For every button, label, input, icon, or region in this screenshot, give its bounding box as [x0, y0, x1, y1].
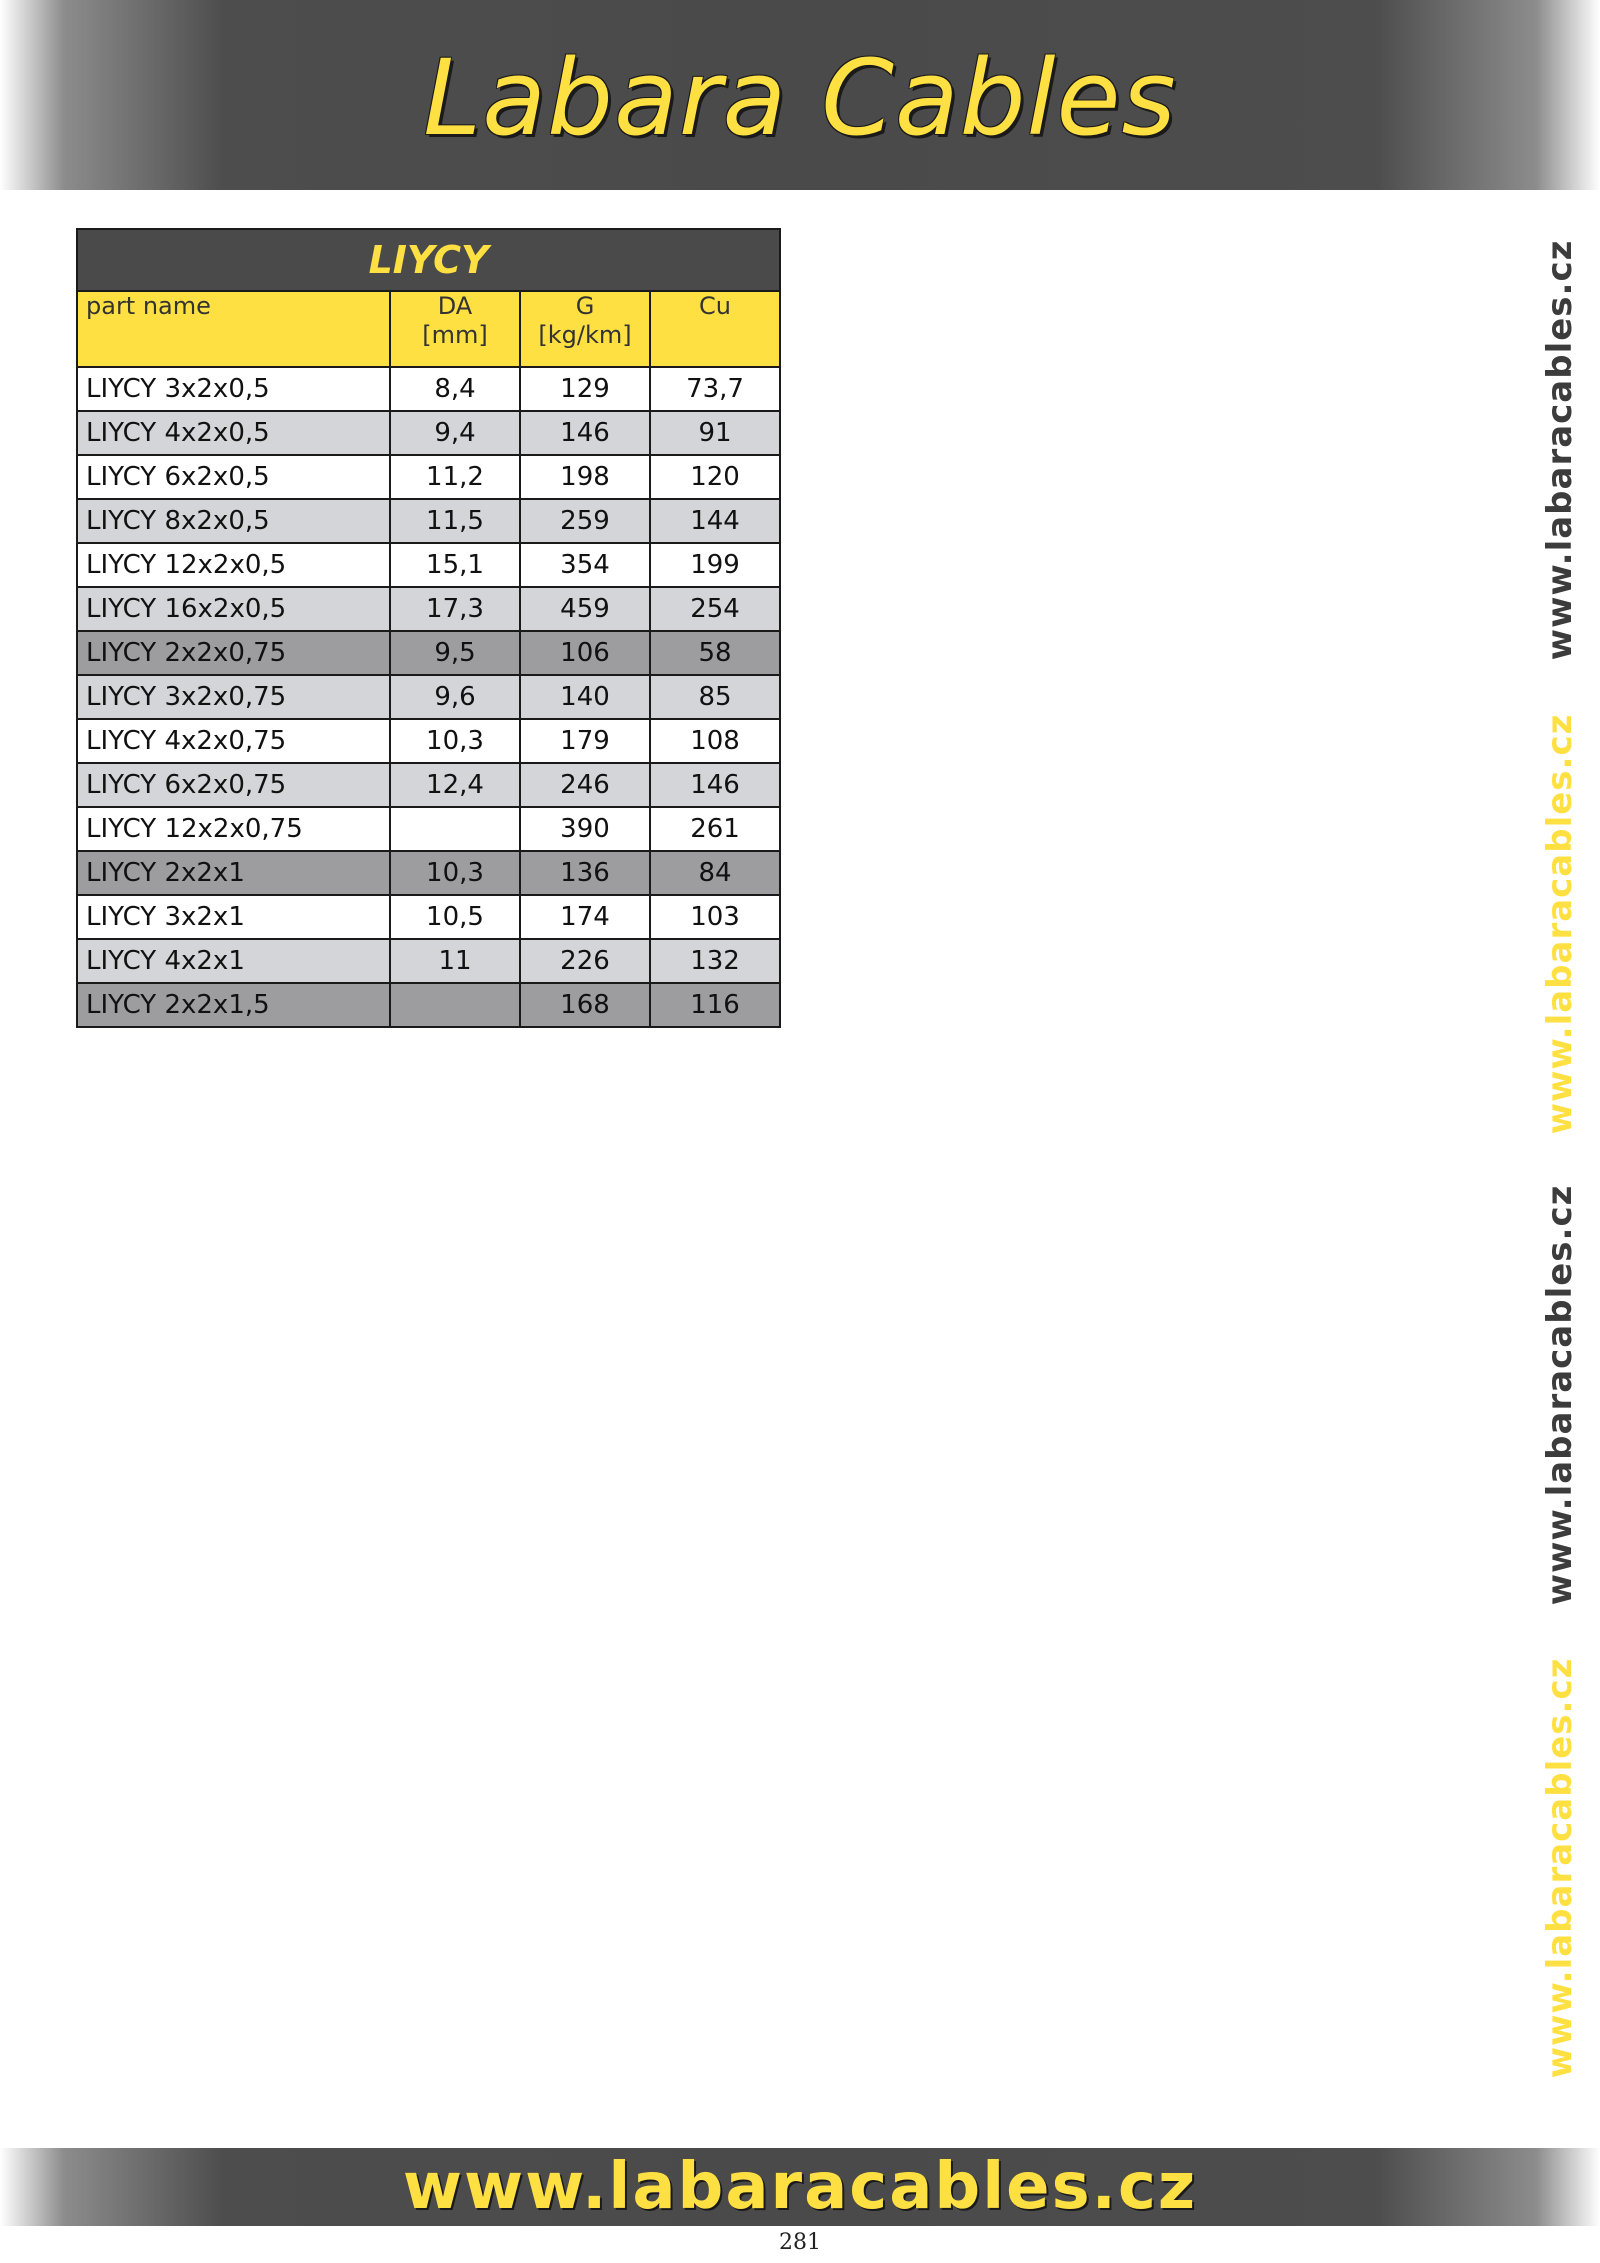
- cell-da: 8,4: [390, 367, 520, 411]
- cell-da: 9,6: [390, 675, 520, 719]
- table-header-row: [77, 291, 780, 367]
- cell-da: 17,3: [390, 587, 520, 631]
- cell-part-name: LIYCY 6x2x0,5: [77, 455, 390, 499]
- cell-cu: 261: [650, 807, 780, 851]
- cell-part-name: LIYCY 2x2x1: [77, 851, 390, 895]
- table-row: [77, 983, 780, 1027]
- table-body: [77, 367, 780, 1027]
- side-url-text: www.labaracables.cz: [1540, 713, 1580, 1135]
- cell-cu: 85: [650, 675, 780, 719]
- header-da-unit: [mm]: [422, 321, 488, 349]
- header-g: [520, 291, 650, 367]
- header-da-label: DA: [437, 292, 473, 320]
- cell-cu: 84: [650, 851, 780, 895]
- table-row: [77, 499, 780, 543]
- header-g-label: G: [575, 292, 595, 320]
- cell-g: 106: [520, 631, 650, 675]
- cell-cu: 120: [650, 455, 780, 499]
- table-row: [77, 411, 780, 455]
- cell-g: 246: [520, 763, 650, 807]
- cell-g: 136: [520, 851, 650, 895]
- cell-g: 354: [520, 543, 650, 587]
- cell-da: 9,5: [390, 631, 520, 675]
- cell-cu: 103: [650, 895, 780, 939]
- cell-cu: 132: [650, 939, 780, 983]
- cell-g: 146: [520, 411, 650, 455]
- cell-g: 259: [520, 499, 650, 543]
- table-row: [77, 851, 780, 895]
- cell-da: 9,4: [390, 411, 520, 455]
- cell-da: 11,5: [390, 499, 520, 543]
- cell-da: 12,4: [390, 763, 520, 807]
- cell-part-name: LIYCY 3x2x1: [77, 895, 390, 939]
- footer-url: www.labaracables.cz: [402, 2150, 1198, 2224]
- header-g-unit: [kg/km]: [538, 321, 632, 349]
- cell-g: 140: [520, 675, 650, 719]
- page-number: 281: [779, 2230, 821, 2255]
- cell-da: 10,3: [390, 719, 520, 763]
- cell-cu: 116: [650, 983, 780, 1027]
- footer-banner: [0, 2148, 1600, 2226]
- header-da: [390, 291, 520, 367]
- header-banner: [0, 0, 1600, 190]
- cell-part-name: LIYCY 12x2x0,5: [77, 543, 390, 587]
- table-row: [77, 895, 780, 939]
- header-cu: [650, 291, 780, 367]
- cell-part-name: LIYCY 3x2x0,75: [77, 675, 390, 719]
- cell-cu: 254: [650, 587, 780, 631]
- side-url-text: www.labaracables.cz: [1540, 1184, 1580, 1606]
- header-part-name: part name: [77, 291, 390, 367]
- cell-part-name: LIYCY 3x2x0,5: [77, 367, 390, 411]
- table-row: [77, 719, 780, 763]
- side-url-text: www.labaracables.cz: [1540, 1657, 1580, 2079]
- side-url-text: www.labaracables.cz: [1540, 239, 1580, 661]
- table-row: [77, 807, 780, 851]
- cell-part-name: LIYCY 8x2x0,5: [77, 499, 390, 543]
- table-title: LIYCY: [77, 229, 780, 291]
- table-row: [77, 367, 780, 411]
- table-row: [77, 631, 780, 675]
- cell-cu: 91: [650, 411, 780, 455]
- cell-da: 10,5: [390, 895, 520, 939]
- cell-part-name: LIYCY 16x2x0,5: [77, 587, 390, 631]
- cell-part-name: LIYCY 4x2x1: [77, 939, 390, 983]
- brand-logo: Labara Cables: [423, 37, 1177, 159]
- table-row: [77, 543, 780, 587]
- table-row: [77, 763, 780, 807]
- cell-cu: 199: [650, 543, 780, 587]
- table-title-row: [77, 229, 780, 291]
- cell-part-name: LIYCY 2x2x0,75: [77, 631, 390, 675]
- cell-g: 168: [520, 983, 650, 1027]
- cell-cu: 108: [650, 719, 780, 763]
- spec-table: [76, 228, 781, 1028]
- cell-g: 459: [520, 587, 650, 631]
- table-row: [77, 587, 780, 631]
- table-row: [77, 939, 780, 983]
- cell-part-name: LIYCY 2x2x1,5: [77, 983, 390, 1027]
- cell-g: 390: [520, 807, 650, 851]
- cell-da: [390, 983, 520, 1027]
- cell-cu: 58: [650, 631, 780, 675]
- cell-g: 179: [520, 719, 650, 763]
- cell-g: 226: [520, 939, 650, 983]
- cell-da: 15,1: [390, 543, 520, 587]
- header-cu-label: Cu: [699, 292, 731, 320]
- cell-g: 129: [520, 367, 650, 411]
- cell-part-name: LIYCY 4x2x0,75: [77, 719, 390, 763]
- cell-g: 198: [520, 455, 650, 499]
- cell-g: 174: [520, 895, 650, 939]
- cell-da: 11,2: [390, 455, 520, 499]
- cell-cu: 146: [650, 763, 780, 807]
- cell-cu: 144: [650, 499, 780, 543]
- cell-da: [390, 807, 520, 851]
- cell-cu: 73,7: [650, 367, 780, 411]
- table-row: [77, 675, 780, 719]
- cell-part-name: LIYCY 6x2x0,75: [77, 763, 390, 807]
- cell-da: 10,3: [390, 851, 520, 895]
- table-row: [77, 455, 780, 499]
- cell-part-name: LIYCY 4x2x0,5: [77, 411, 390, 455]
- cell-part-name: LIYCY 12x2x0,75: [77, 807, 390, 851]
- cell-da: 11: [390, 939, 520, 983]
